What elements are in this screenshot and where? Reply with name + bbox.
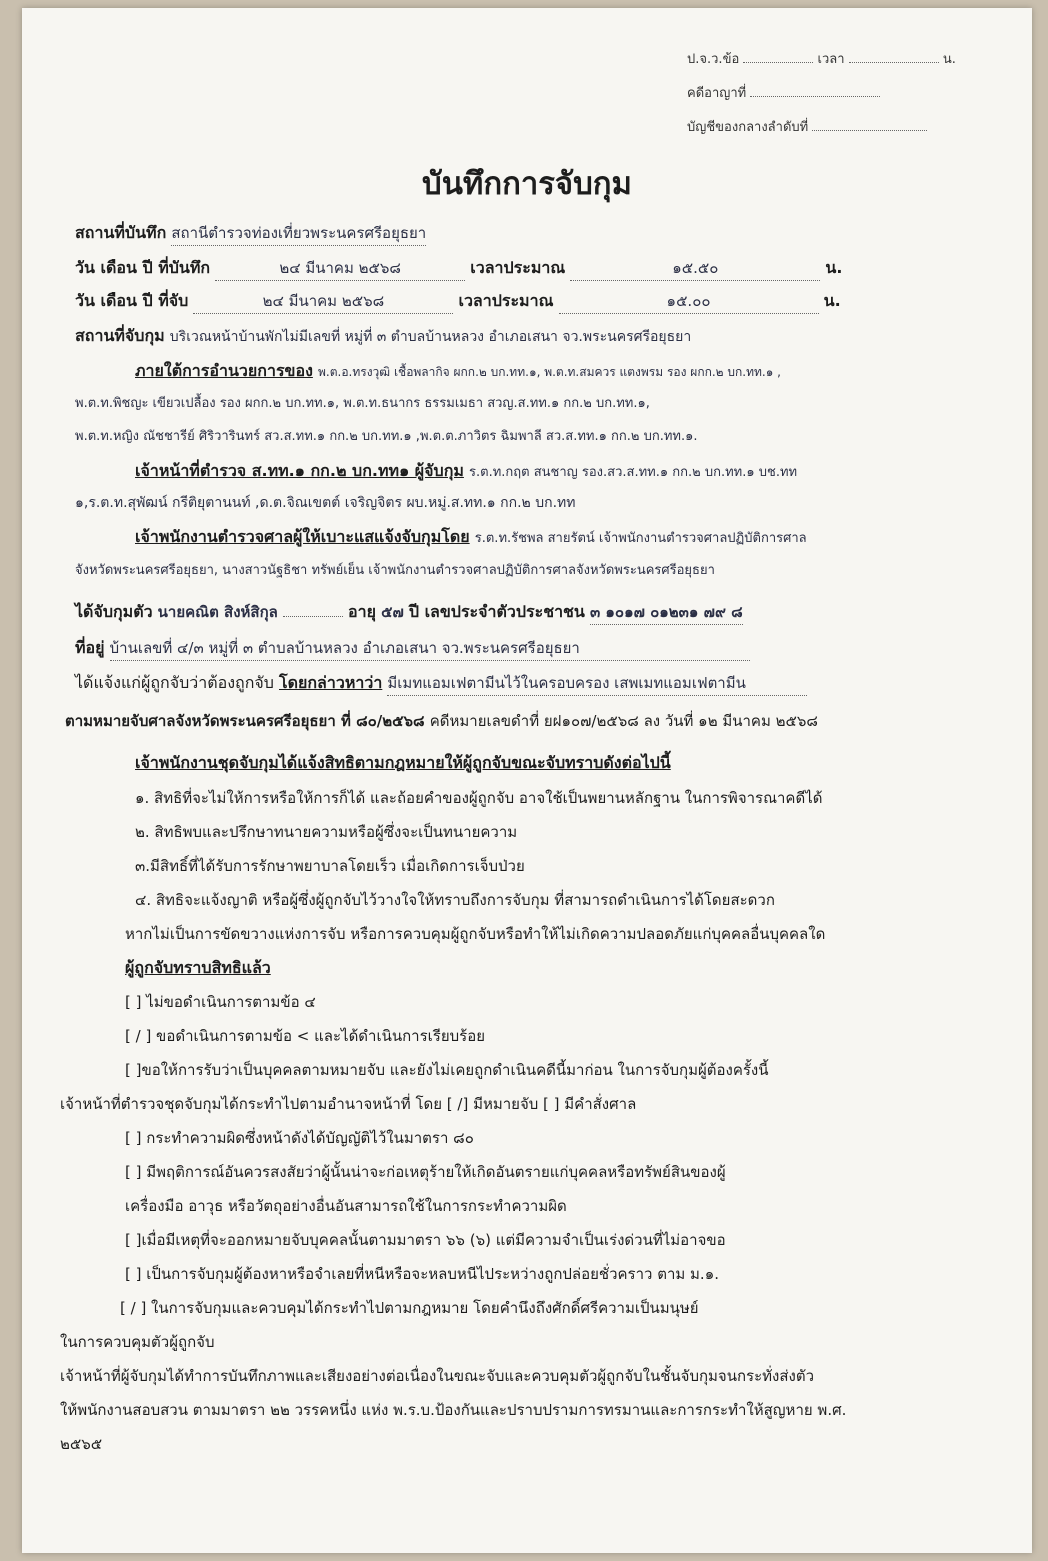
right-item-4: ๔. สิทธิจะแจ้งญาติ หรือผู้ซึ่งผู้ถูกจับไว้วางใจให้ทราบถึงการจับกุม ที่สามารถดำเนินการได้โดยสะดวก xyxy=(135,891,775,909)
court-officer-line-2: จังหวัดพระนครศรีอยุธยา, นางสาวนัฐธิชา ทรัพย์เย็น เจ้าพนักงานตำรวจศาลปฏิบัติการศาลจังหวัดพระนครศรีอยุธยา xyxy=(75,563,715,578)
charge-row xyxy=(75,671,807,696)
record-time-value: ๑๕.๕๐ xyxy=(570,256,820,281)
record-time-unit: น. xyxy=(825,258,843,277)
registry-line-2 xyxy=(687,82,880,103)
right-item-3: ๓.มีสิทธิ์ที่ได้รับการรักษาพยาบาลโดยเร็ว เมื่อเกิดการเจ็บป่วย xyxy=(135,857,525,875)
court-officer-row-1 xyxy=(135,525,807,550)
record-date-value: ๒๔ มีนาคม ๒๕๖๘ xyxy=(215,256,465,281)
option-flagrant-offense: [ ] กระทำความผิดซึ่งหน้าดังได้บัญญัติไว้ในมาตรา ๘๐ xyxy=(125,1129,474,1147)
right-item-2: ๒. สิทธิพบและปรึกษาทนายความหรือผู้ซึ่งจะเป็นทนายความ xyxy=(135,823,518,841)
record-date-row xyxy=(75,256,842,281)
registry-time-label: เวลา xyxy=(817,52,845,67)
suspect-address-label: ที่อยู่ xyxy=(75,638,105,657)
suspect-label: ได้จับกุมตัว xyxy=(75,602,153,621)
suspect-row xyxy=(75,600,743,625)
command-line-3: พ.ต.ท.หญิง ณัชชารีย์ ศิริวารินทร์ สว.ส.ทท.๑ กก.๒ บก.ทท.๑ ,พ.ต.ต.ภาวิตร ฉิมพาลี สว.ส.ทท.๑ กก.๒ บก.ทท.๑. xyxy=(75,429,698,444)
arrest-date-value: ๒๔ มีนาคม ๒๕๖๘ xyxy=(193,289,453,314)
evidence-index-blank xyxy=(812,130,927,131)
officers-line-2: ๑,ร.ต.ท.สุพัฒน์ กรีติยุตานนท์ ,ด.ต.จิณเขตต์ เจริญจิตร ผบ.หมู่.ส.ทท.๑ กก.๒ บก.ทท xyxy=(75,495,576,511)
right-item-4-continued: หากไม่เป็นการขัดขวางแห่งการจับ หรือการควบคุมผู้ถูกจับหรือทำให้ไม่เกิดความปลอดภัยแก่บุคคลอื่นบุคคลใด xyxy=(125,925,826,943)
suspect-age: ๕๗ xyxy=(381,603,404,621)
arrest-time-value: ๑๕.๐๐ xyxy=(559,289,819,314)
right-item-1: ๑. สิทธิที่จะไม่ให้การหรือให้การก็ได้ และถ้อยคำของผู้ถูกจับ อาจใช้เป็นพยานหลักฐาน ในการพิจารณาคดีได้ xyxy=(135,789,823,807)
closing-line-2: ให้พนักงานสอบสวน ตามมาตรา ๒๒ วรรคหนึ่ง แห่ง พ.ร.บ.ป้องกันและปราบปรามการทรมานและการกระทำให้สูญหาย พ.ศ. xyxy=(60,1401,847,1419)
option-urgent-warrant: [ ]เมื่อมีเหตุที่จะออกหมายจับบุคคลนั้นตามมาตรา ๖๖ (๖) แต่มีความจำเป็นเร่งด่วนที่ไม่อาจขอ xyxy=(125,1231,726,1249)
case-number-label: คดีอาญาที่ xyxy=(687,86,747,101)
suspect-address-value: บ้านเลขที่ ๔/๓ หมู่ที่ ๓ ตำบลบ้านหลวง อำเภอเสนา จว.พระนครศรีอยุธยา xyxy=(110,636,750,661)
registry-blank xyxy=(743,62,813,63)
option-suspicious-conduct-continued: เครื่องมือ อาวุธ หรือวัตถุอย่างอื่นอันสามารถใช้ในการกระทำความผิด xyxy=(125,1197,567,1215)
suspect-id-label: ปี เลขประจำตัวประชาชน xyxy=(408,602,585,621)
record-place-row xyxy=(75,221,426,246)
suspect-age-label: อายุ xyxy=(348,602,377,621)
charge-label: โดยกล่าวหาว่า xyxy=(279,673,383,692)
arrest-place-label: สถานที่จับกุม xyxy=(75,326,165,345)
case-number-blank xyxy=(750,96,880,97)
court-officer-line-1: ร.ต.ท.รัชพล สายรัตน์ เจ้าพนักงานตำรวจศาลปฏิบัติการศาล xyxy=(474,531,807,546)
officers-row-1 xyxy=(135,459,797,484)
option-decline-notify: [ ] ไม่ขอดำเนินการตามข้อ ๔ xyxy=(125,993,316,1011)
option-suspicious-conduct: [ ] มีพฤติการณ์อันควรสงสัยว่าผู้นั้นน่าจะก่อเหตุร้ายให้เกิดอันตรายแก่บุคคลหรือทรัพย์สินของผู้ xyxy=(125,1163,726,1181)
command-line-1: พ.ต.อ.ทรงวุฒิ เชื้อพลากิจ ผกก.๒ บก.ทท.๑, พ.ต.ท.สมควร แตงพรม รอง ผกก.๒ บก.ทท.๑ , xyxy=(317,365,781,379)
arrest-date-row xyxy=(75,289,841,314)
record-place-value: สถานีตำรวจท่องเที่ยวพระนครศรีอยุธยา xyxy=(171,221,426,246)
registry-time-blank xyxy=(849,62,939,63)
document-page xyxy=(22,8,1032,1553)
registry-unit: น. xyxy=(942,52,956,67)
command-row-1 xyxy=(135,359,781,384)
record-date-label: วัน เดือน ปี ที่บันทึก xyxy=(75,258,211,277)
registry-label: ป.จ.ว.ข้อ xyxy=(687,52,740,67)
court-officer-label: เจ้าพนักงานตำรวจศาลผู้ให้เบาะแสแจ้งจับกุมโดย xyxy=(135,527,470,546)
closing-line-1: เจ้าหน้าที่ผู้จับกุมได้ทำการบันทึกภาพและเสียงอย่างต่อเนื่องในขณะจับและควบคุมตัวผู้ถูกจับในชั้นจับกุมจนกระทั่งส่งตัว xyxy=(60,1367,815,1385)
option-request-notify: [ / ] ขอดำเนินการตามข้อ < และได้ดำเนินการเรียบร้อย xyxy=(125,1027,486,1045)
command-label: ภายใต้การอำนวยการของ xyxy=(135,361,313,380)
record-time-label: เวลาประมาณ xyxy=(470,258,566,277)
suspect-name-blank xyxy=(283,616,343,617)
closing-line-3: ๒๕๖๕ xyxy=(60,1435,103,1453)
suspect-id-number: ๓ ๑๐๑๗ ๐๑๒๓๑ ๗๙ ๘ xyxy=(590,600,743,625)
warrant-details: คดีหมายเลขดำที่ ยฝ๑๐๗/๒๕๖๘ ลง วันที่ ๑๒ มีนาคม ๒๕๖๘ xyxy=(429,712,818,730)
arrest-place-row xyxy=(75,324,691,349)
suspect-name: นายคณิต สิงห์สิกุล xyxy=(157,603,278,621)
arrest-date-label: วัน เดือน ปี ที่จับ xyxy=(75,291,189,310)
officers-line-1: ร.ต.ท.กฤต สนชาญ รอง.สว.ส.ทท.๑ กก.๒ บก.ทท.๑ บช.ทท xyxy=(469,465,798,480)
arrest-authority-line: เจ้าหน้าที่ตำรวจชุดจับกุมได้กระทำไปตามอำนาจหน้าที่ โดย [ /] มีหมายจับ [ ] มีคำสั่งศาล xyxy=(60,1095,637,1113)
option-lawful-custody: [ / ] ในการจับกุมและควบคุมได้กระทำไปตามกฎหมาย โดยคำนึงถึงศักดิ์ศรีความเป็นมนุษย์ xyxy=(120,1299,699,1317)
command-line-2: พ.ต.ท.พิชญะ เขียวเปลื้อง รอง ผกก.๒ บก.ทท.๑, พ.ต.ท.ธนากร ธรรมเมธา สวญ.ส.ทท.๑ กก.๒ บก.ทท.๑, xyxy=(75,396,650,411)
evidence-index-label: บัญชีของกลางลำดับที่ xyxy=(687,120,809,135)
option-admit-identity: [ ]ขอให้การรับว่าเป็นบุคคลตามหมายจับ และยังไม่เคยถูกดำเนินคดีนี้มาก่อน ในการจับกุมผู้ต้องครั้งนี้ xyxy=(125,1061,769,1079)
officers-label: เจ้าหน้าที่ตำรวจ ส.ทท.๑ กก.๒ บก.ทท๑ ผู้จับกุม xyxy=(135,461,464,480)
acknowledged-heading: ผู้ถูกจับทราบสิทธิแล้ว xyxy=(125,958,271,977)
arrest-place-value: บริเวณหน้าบ้านพักไม่มีเลขที่ หมู่ที่ ๓ ตำบลบ้านหลวง อำเภอเสนา จว.พระนครศรีอยุธยา xyxy=(169,329,692,345)
warrant-row xyxy=(65,709,818,733)
suspect-address-row xyxy=(75,636,750,661)
option-absconding: [ ] เป็นการจับกุมผู้ต้องหาหรือจำเลยที่หนีหรือจะหลบหนีไประหว่างถูกปล่อยชั่วคราว ตาม ม.๑. xyxy=(125,1265,719,1283)
document-title: บันทึกการจับกุม xyxy=(422,166,632,202)
charge-prefix: ได้แจ้งแก่ผู้ถูกจับว่าต้องถูกจับ xyxy=(75,673,274,692)
arrest-time-unit: น. xyxy=(823,291,841,310)
rights-heading: เจ้าพนักงานชุดจับกุมได้แจ้งสิทธิตามกฎหมายให้ผู้ถูกจับขณะจับทราบดังต่อไปนี้ xyxy=(135,753,671,772)
option-lawful-custody-continued: ในการควบคุมตัวผู้ถูกจับ xyxy=(60,1333,215,1351)
charge-text: มีเมทแอมเฟตามีนไว้ในครอบครอง เสพเมทแอมเฟตามีน xyxy=(387,671,807,696)
registry-line-1 xyxy=(687,48,956,69)
warrant-label: ตามหมายจับศาลจังหวัดพระนครศรีอยุธยา ที่ ๘๐/๒๕๖๘ xyxy=(65,712,425,730)
registry-line-3 xyxy=(687,116,927,137)
arrest-time-label: เวลาประมาณ xyxy=(458,291,554,310)
record-place-label: สถานที่บันทึก xyxy=(75,223,167,242)
